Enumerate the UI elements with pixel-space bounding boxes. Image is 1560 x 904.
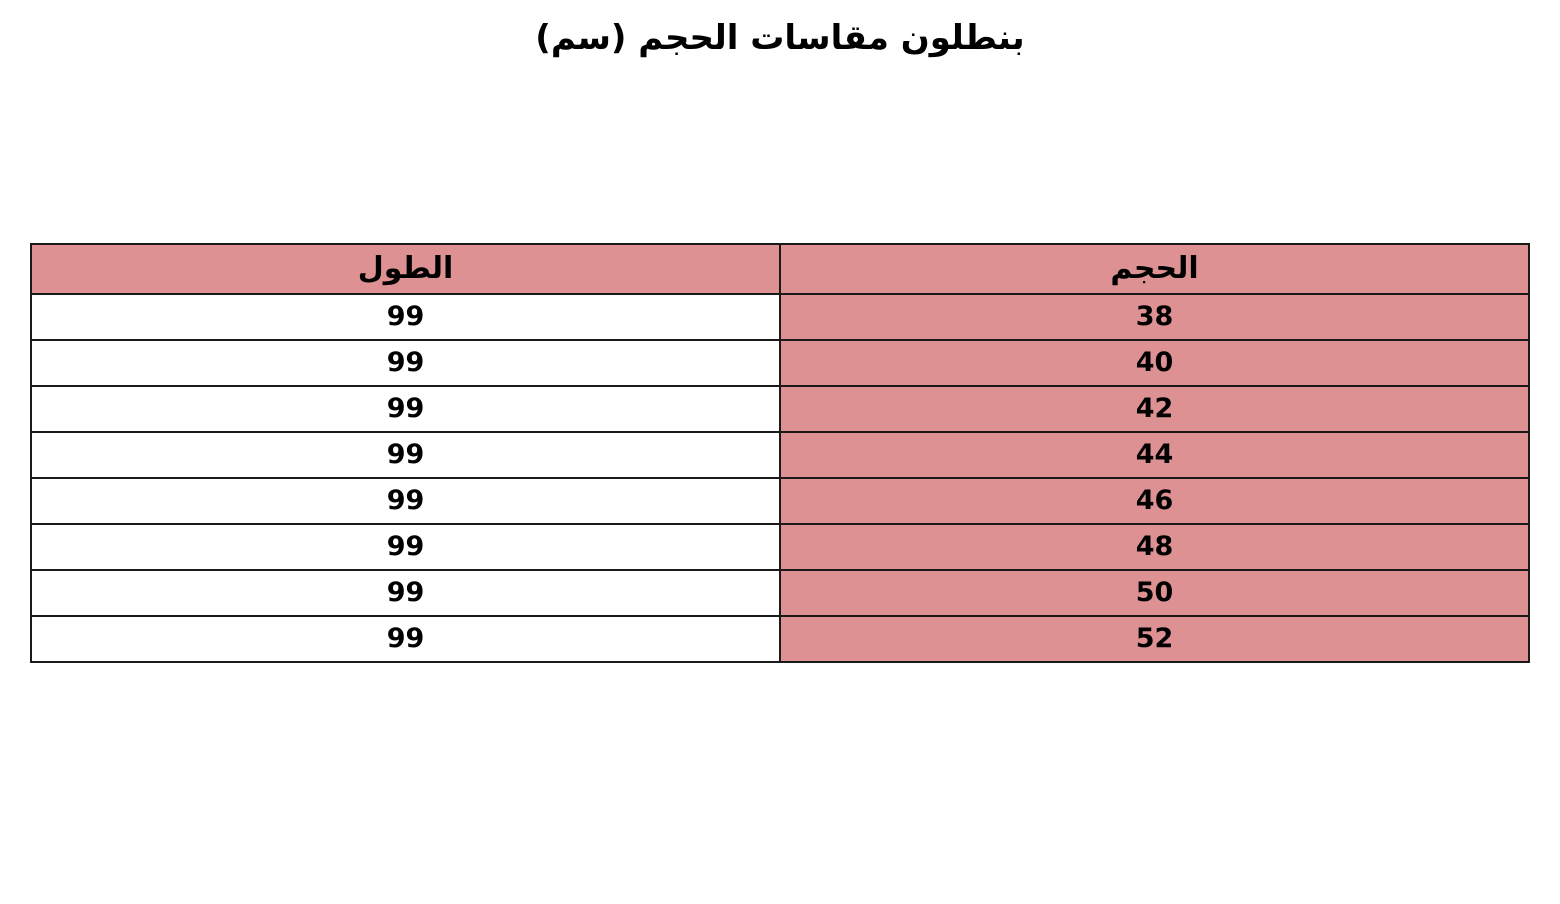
cell-size: 38 (780, 294, 1529, 340)
cell-length: 99 (31, 524, 780, 570)
cell-length: 99 (31, 340, 780, 386)
cell-size: 42 (780, 386, 1529, 432)
table-header-row (31, 244, 1529, 294)
table-row (31, 340, 1529, 386)
table-row (31, 294, 1529, 340)
cell-size: 48 (780, 524, 1529, 570)
cell-size: 46 (780, 478, 1529, 524)
table-row (31, 386, 1529, 432)
table-body (31, 294, 1529, 662)
table-header (31, 244, 1529, 294)
page-title: بنطلون مقاسات الحجم (سم) (535, 18, 1025, 58)
cell-size: 52 (780, 616, 1529, 662)
cell-length: 99 (31, 386, 780, 432)
table-row (31, 616, 1529, 662)
cell-size: 50 (780, 570, 1529, 616)
table-row (31, 524, 1529, 570)
table-row (31, 478, 1529, 524)
table-row (31, 432, 1529, 478)
cell-length: 99 (31, 432, 780, 478)
cell-length: 99 (31, 616, 780, 662)
table-row (31, 570, 1529, 616)
column-header-length: الطول (31, 244, 780, 294)
cell-length: 99 (31, 570, 780, 616)
cell-length: 99 (31, 478, 780, 524)
size-chart-table (30, 243, 1530, 663)
column-header-size: الحجم (780, 244, 1529, 294)
cell-length: 99 (31, 294, 780, 340)
cell-size: 44 (780, 432, 1529, 478)
cell-size: 40 (780, 340, 1529, 386)
